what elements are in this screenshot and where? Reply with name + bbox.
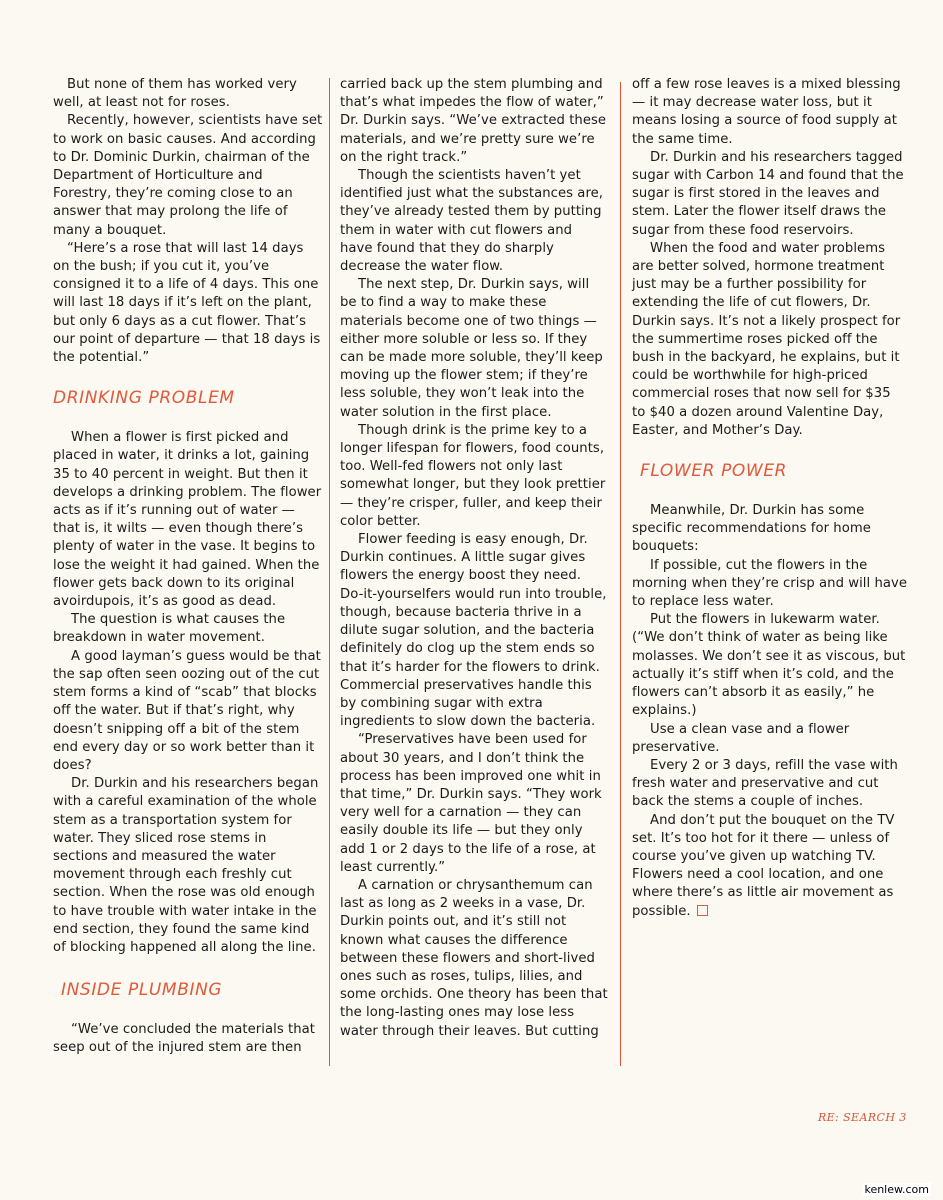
paragraph: Flower feeding is easy enough, Dr. Durkin continues. A little sugar gives flowers the energy boost they need. Do-it-yourselfers would run into trouble, though, because bacteria thrive in a dilute sugar solution, and the bacteria definitely do clog up the stem ends so that it’s harder for the flowers to drink. Commercial preservatives handle this by combining sugar with extra ingredients to slow down the bacteria. [340,532,607,730]
paragraph: A good layman’s guess would be that the sap often seen oozing out of the cut stem forms a kind of “scab” that blocks off the water. But if that’s right, why doesn’t snipping off a bit of the stem end every day or so work better than it does? [53,648,321,773]
paragraph: Put the flowers in lukewarm water. (“We don’t think of water as being like molasses. We don’t see it as viscous, but actually it’s stiff when it’s cold, and the flowers can’t absorb it as easily,” he explains.) [632,612,906,719]
paragraph: Recently, however, scientists have set to work on basic causes. And according to Dr. Dominic Durkin, chairman of the Department of Horticulture and Forestry, they’re coming close to an answer that may prolong the life of many a bouquet. [53,113,323,238]
paragraph: “We’ve concluded the materials that seep out of the injured stem are then [53,1022,315,1056]
section-heading-drinking-problem: DRINKING PROBLEM [53,388,235,409]
watermark: kenlew.com [864,1183,929,1196]
paragraph: A carnation or chrysanthemum can last as long as 2 weeks in a vase, Dr. Durkin points out, and it’s still not known what causes the difference between these flowers and short-lived ones such as roses, tulips, lilies, and some orchids. One theory has been that the long-lasting ones may lose less water through their leaves. But cutting [340,877,608,1039]
paragraph: Dr. Durkin and his researchers began with a careful examination of the whole stem as a transportation system for water. They sliced rose stems in sections and measured the water movement through each freshly cut section. When the rose was old enough to have trouble with water intake in the end section, they found the same kind of blocking happened all along the line. [53,776,319,955]
paragraph: carried back up the stem plumbing and that’s what impedes the flow of water,” Dr. Durkin says. “We’ve extracted these materials, and we’re pretty sure we’re on the right track.” [340,77,607,165]
paragraph: When a flower is first picked and placed in water, it drinks a lot, gaining 35 to 40 percent in weight. But then it develops a drinking problem. The flower acts as if it’s running out of water — that is, it wilts — even though there’s plenty of water in the vase. It begins to lose the weight it had gained. When the flower gets back down to its original avoirdupois, it’s as good as dead. [53,430,322,610]
running-footer: RE: SEARCH 3 [818,1111,907,1124]
paragraph: Meanwhile, Dr. Durkin has some specific recommendations for home bouquets: [632,503,871,555]
section-heading-inside-plumbing: INSIDE PLUMBING [61,980,223,1001]
paragraph: The next step, Dr. Durkin says, will be to find a way to make these materials become one of two things — either more soluble or less so. If they can be made more soluble, they’ll keep moving up the flower stem; if they’re less soluble, they won’t leak into the water solution in the first place. [340,277,603,420]
paragraph: But none of them has worked very well, at least not for roses. [53,77,297,111]
end-mark-icon [697,905,708,916]
paragraph: If possible, cut the flowers in the morning when they’re crisp and will have to replace less water. [632,557,908,610]
column-3 [632,76,908,921]
paragraph: “Here’s a rose that will last 14 days on the bush; if you cut it, you’ve consigned it to a life of 4 days. This one will last 18 days if it’s left on the plant, but only 6 days as a cut flower. That’s our point of departure — that 18 days is the potential.” [53,240,321,366]
paragraph-final [632,812,908,921]
paragraph: “Preservatives have been used for about 30 years, and I don’t think the process has been improved one whit in that time,” Dr. Durkin says. “They work very well for a carnation — they can easily double its life — but they only add 1 or 2 days to the life of a rose, at least currently.” [340,732,602,875]
paragraph: Dr. Durkin and his researchers tagged sugar with Carbon 14 and found that the sugar is first stored in the leaves and stem. Later the flower itself draws the sugar from these food reservoirs. [632,149,904,238]
paragraph: Use a clean vase and a flower preservative. [632,721,850,755]
paragraph: Every 2 or 3 days, refill the vase with fresh water and preservative and cut back the stems a couple of inches. [632,757,898,810]
paragraph: When the food and water problems are better solved, hormone treatment just may be a further possibility for extending the life of cut flowers, Dr. Durkin says. It’s not a likely prospect for the summertime roses picked off the bush in the backyard, he explains, but it could be worthwhile for high-priced commercial roses that now sell for $35 to $40 a dozen around Valentine Day, Easter, and Mother’s Day. [632,240,901,438]
column-2 [340,76,608,1041]
column-rule-right [620,82,621,1066]
column-rule-left [329,78,330,1066]
column-1 [53,76,323,1058]
section-heading-flower-power: FLOWER POWER [640,461,788,482]
paragraph: Though the scientists haven’t yet identified just what the substances are, they’ve already tested them by putting them in water with cut flowers and have found that they do sharply decrease the water flow. [340,168,604,275]
paragraph: Though drink is the prime key to a longer lifespan for flowers, food counts, too. Well-fed flowers not only last somewhat longer, but they look prettier — they’re crisper, fuller, and keep their color better. [340,422,606,529]
paragraph: The question is what causes the breakdown in water movement. [53,612,286,646]
paragraph-final-text: And don’t put the bouquet on the TV set. It’s too hot for it there — unless of course you’ve given up watching TV. Flowers need a cool location, and one where there’s as little air movement as possible. [632,812,895,919]
paragraph: off a few rose leaves is a mixed blessing — it may decrease water loss, but it means losing a source of food supply at the same time. [632,77,901,147]
